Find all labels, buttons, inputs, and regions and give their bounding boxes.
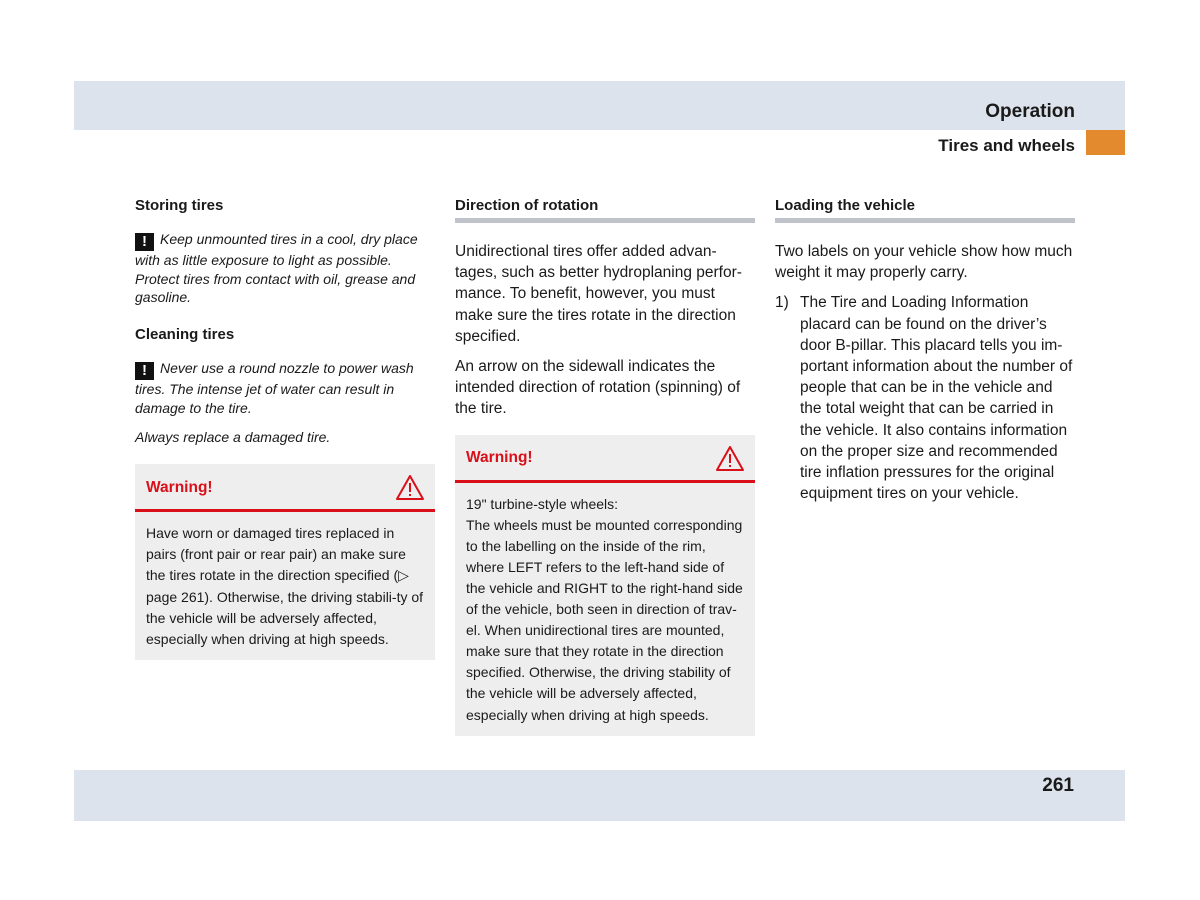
section-subtitle: Tires and wheels bbox=[938, 136, 1075, 155]
warning-box bbox=[455, 435, 755, 736]
paragraph: Two labels on your vehicle show how much weight it may properly carry. bbox=[775, 243, 1073, 282]
column-left bbox=[135, 196, 435, 660]
list-item-number: 1) bbox=[775, 294, 789, 312]
warning-text: The wheels must be mounted corresponding to the labelling on the inside of the rim, where LEFT refers to the left-hand side of the vehicle and RIGHT to the right-hand side of the vehicle, both seen in direction of trav-el. When unidirectional tires are mounted, make sure that they rotate in the direction specified. Otherwise, the driving stability of the vehicle will be adversely affected, especially when driving at high speeds. bbox=[466, 516, 743, 723]
header-band bbox=[74, 81, 1125, 130]
exclamation-icon: ! bbox=[135, 233, 154, 251]
replace-tire-note: Always replace a damaged tire. bbox=[135, 428, 331, 445]
column-middle bbox=[455, 196, 755, 736]
storing-tires-heading: Storing tires bbox=[135, 197, 224, 214]
exclamation-icon: ! bbox=[135, 362, 154, 380]
footer-band bbox=[74, 770, 1125, 821]
storing-tires-note: ! Keep unmounted tires in a cool, dry place with as little exposure to light as possible. Protect tires from contact with oil, grease and gasoline. bbox=[135, 231, 418, 306]
warning-label: Warning! bbox=[146, 478, 213, 496]
warning-title: 19" turbine-style wheels: bbox=[466, 495, 619, 512]
list-item bbox=[775, 292, 1075, 504]
warning-text: Have worn or damaged tires replaced in pairs (front pair or rear pair) an make sure the tires rotate in the direction specified (▷ page 261). Otherwise, the driving stabili-ty of the vehicle will be adversely affected, especially when driving at high speeds. bbox=[146, 525, 424, 647]
direction-rotation-heading: Direction of rotation bbox=[455, 196, 755, 223]
numbered-list bbox=[775, 292, 1075, 504]
warning-box bbox=[135, 464, 435, 660]
cleaning-tires-heading: Cleaning tires bbox=[135, 326, 235, 344]
cleaning-tires-note: ! Never use a round nozzle to power wash tires. The intense jet of water can result in damage to the tire. bbox=[135, 360, 414, 416]
warning-label: Warning! bbox=[466, 449, 533, 467]
page-number: 261 bbox=[1042, 775, 1074, 796]
list-item-text: The Tire and Loading Information placard can be found on the driver’s door B-pillar. This placard tells you im-portant information about the number of people that can be in the vehicle and the total weight that can be carried in the vehicle. It also contains information on the proper size and recommended tire inflation pressures for the original equipment tires on your vehicle. bbox=[800, 294, 1073, 503]
paragraph: Unidirectional tires offer added advan-tages, such as better hydroplaning perfor-mance. To benefit, however, you must make sure the tires rotate in the direction specified. bbox=[455, 243, 742, 345]
warning-header bbox=[135, 464, 435, 512]
warning-body bbox=[455, 483, 755, 736]
warning-triangle-icon bbox=[715, 445, 745, 472]
column-right bbox=[775, 196, 1075, 504]
section-title: Operation bbox=[985, 101, 1075, 122]
section-tab-marker bbox=[1086, 130, 1125, 155]
loading-vehicle-heading: Loading the vehicle bbox=[775, 196, 1075, 223]
warning-header bbox=[455, 435, 755, 483]
paragraph: An arrow on the sidewall indicates the intended direction of rotation (spinning) of the tire. bbox=[455, 358, 741, 418]
warning-triangle-icon bbox=[395, 474, 425, 501]
